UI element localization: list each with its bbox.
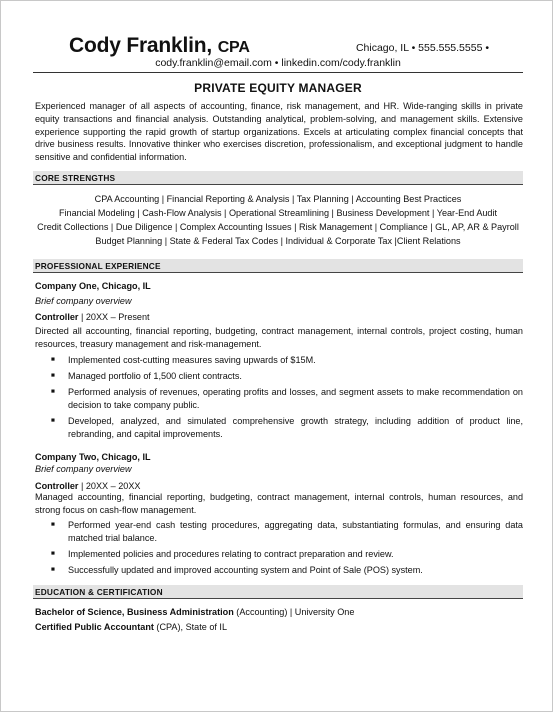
list-item: ■ Implemented cost-cutting measures saving upwards of $15M.	[51, 354, 523, 367]
job-dates: | 20XX – Present	[78, 312, 150, 322]
job-bullets	[51, 519, 523, 580]
email-linkedin: cody.franklin@email.com • linkedin.com/cody.franklin	[33, 57, 523, 73]
job-description: Managed accounting, financial reporting, budgeting, contract management, internal controls, human resources, and strong focus on cash-flow management.	[35, 492, 523, 515]
location-phone: Chicago, IL • 555.555.5555 •	[355, 42, 489, 54]
list-item: ■ Managed portfolio of 1,500 client contracts.	[51, 370, 523, 383]
company-overview: Brief company overview	[35, 464, 132, 474]
degree-details: (Accounting) | University One	[233, 607, 355, 617]
candidate-name	[69, 34, 250, 58]
strengths-line: Credit Collections | Due Diligence | Complex Accounting Issues | Risk Management | Compliance | GL, AP, AR & Payroll	[37, 221, 519, 232]
list-item: ■ Developed, analyzed, and simulated comprehensive growth strategy, including addition of product line, rebranding, and capital improvements.	[51, 415, 523, 441]
core-strengths-list	[33, 193, 523, 249]
core-strengths-heading: CORE STRENGTHS	[33, 171, 523, 185]
resume-header	[69, 34, 529, 58]
job-description: Directed all accounting, financial reporting, budgeting, contract management, internal controls, project costing, human resources, treasury management and risk-management.	[35, 326, 523, 349]
company-name: Company One, Chicago, IL	[35, 281, 151, 291]
certification-details: (CPA), State of IL	[153, 622, 228, 632]
name-text: Cody Franklin,	[69, 34, 213, 57]
job-role: Controller	[35, 481, 79, 491]
list-item: ■ Performed analysis of revenues, operating profits and losses, and segment assets to make recommendation on decision to take company public.	[51, 386, 523, 412]
certification-name: Certified Public Accountant	[35, 622, 154, 632]
summary-paragraph: Experienced manager of all aspects of accounting, finance, risk management, and HR. Wide-ranging skills in private equity transactions and financial analysis. Outstanding analytical, problem-solving, and management skills. Extensive experience supporting the rapid growth of startup organizations. Excels at articulating complex financial concepts that drive business results. Innovative thinker who exercises discretion, professionalism, and exceptional judgment to handle sensitive and confidential information.	[35, 101, 523, 163]
degree-name: Bachelor of Science, Business Administration	[35, 607, 234, 617]
list-item: ■ Successfully updated and improved accounting system and Point of Sale (POS) system.	[51, 564, 523, 577]
credential-text: CPA	[217, 39, 250, 56]
job-dates: | 20XX – 20XX	[78, 481, 141, 491]
certification-line	[35, 621, 227, 633]
job-role: Controller	[35, 312, 79, 322]
list-item: ■ Performed year-end cash testing procedures, aggregating data, substantiating formulas, and ensuring data matched trial balance.	[51, 519, 523, 545]
job-role-line	[35, 311, 150, 323]
degree-line	[35, 606, 354, 618]
strengths-line: CPA Accounting | Financial Reporting & Analysis | Tax Planning | Accounting Best Practices	[94, 194, 462, 204]
job-bullets	[51, 354, 523, 444]
strengths-line: Budget Planning | State & Federal Tax Codes | Individual & Corporate Tax |Client Relations	[95, 235, 461, 246]
education-heading: EDUCATION & CERTIFICATION	[33, 585, 523, 599]
resume-title: PRIVATE EQUITY MANAGER	[194, 81, 362, 95]
experience-heading: PROFESSIONAL EXPERIENCE	[33, 259, 523, 273]
company-overview: Brief company overview	[35, 296, 132, 306]
company-name: Company Two, Chicago, IL	[35, 452, 151, 462]
list-item: ■ Implemented policies and procedures relating to contract preparation and review.	[51, 548, 523, 561]
strengths-line: Financial Modeling | Cash-Flow Analysis | Operational Streamlining | Business Development | Year-End Audit	[58, 207, 498, 218]
